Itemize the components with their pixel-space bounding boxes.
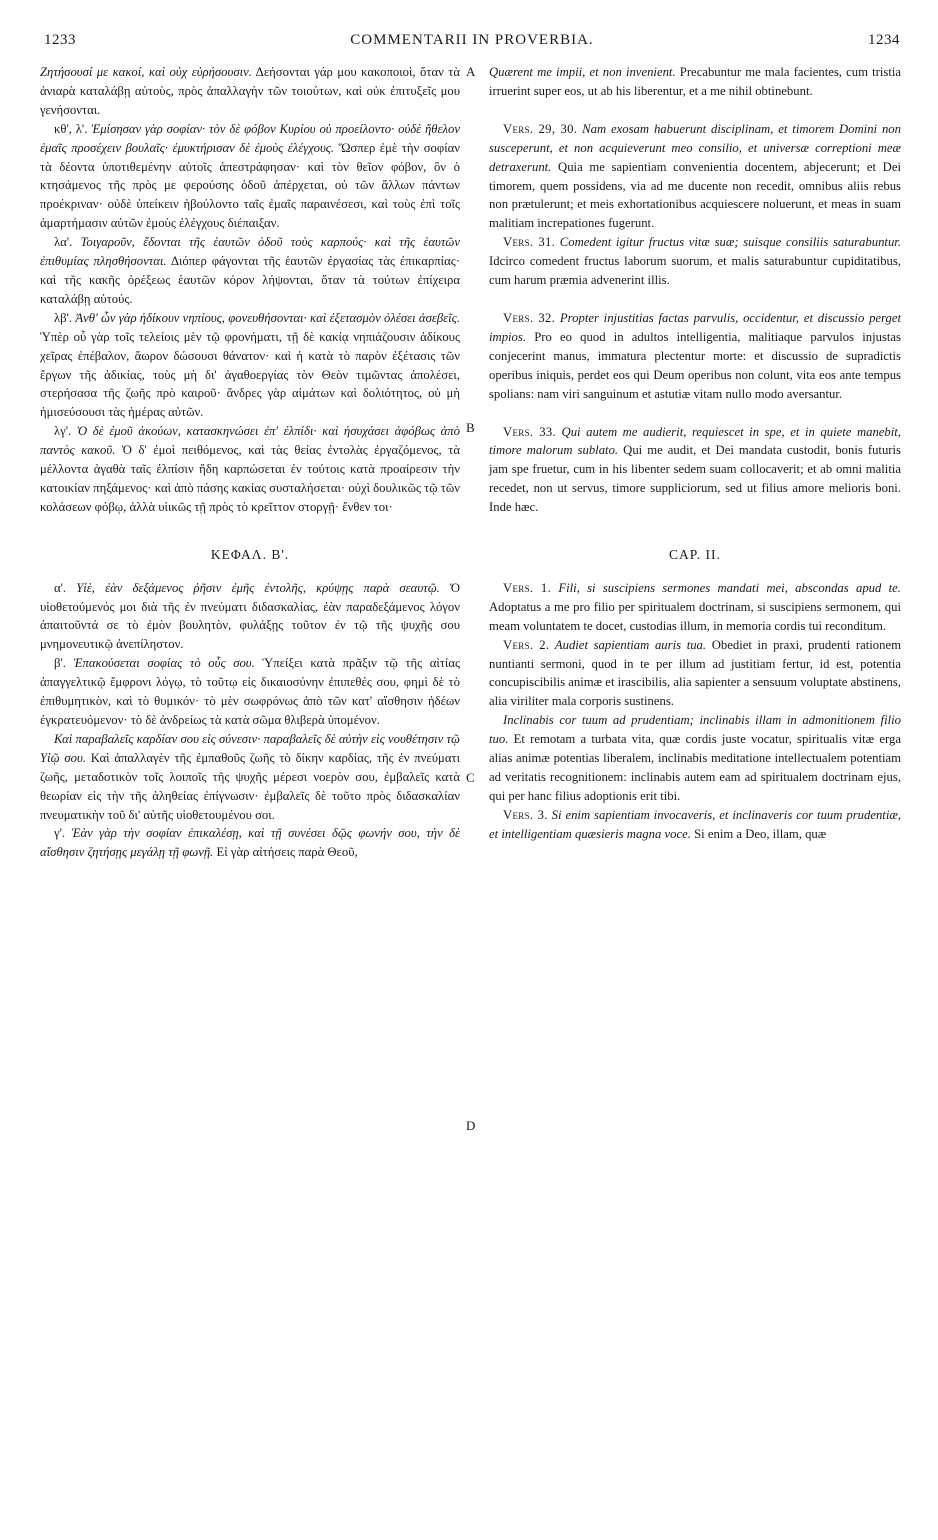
greek-lemma: Ἐμίσησαν γὰρ σοφίαν· τὸν δὲ φόβον Κυρίου οὐ προείλοντο· οὐδὲ ἤθελον ἐμαῖς προσέχειν βουλαῖς· ἐμυκτήρισαν δὲ ἐμοὺς ἐλέγχους.: [40, 121, 460, 155]
latin-commentary: Qui me audit, et Dei mandata custodit, bonis futuris jam spe fruetur, cum in his libenter sedem suam collocaverit; et ab omni malitia recedet, non ut servus, timore suppliciorum, sed ut filius amore melioris boni. Inde hæc.: [489, 443, 901, 515]
page-number-right: 1234: [868, 32, 900, 48]
greek-commentary: Ὁ δ' ἐμοὶ πειθόμενος, καὶ τὰς θείας ἐντολὰς ἐργαζόμενος, τὰ μέλλοντα ἀγαθὰ ταῖς ἐλπίσιν ἤδη καρπώσεται ἐν τούτοις κατὰ προαίρεσιν τὴν κατοικίαν πηξάμενος· καὶ ἀπὸ πάσης κακίας συσταλήσεται· οὐχὶ δουλικῶς τῷ τῶν κολάσεων φόβῳ, ἀλλὰ υἱικῶς τῇ πρὸς τὸ κρεῖττον στοργῇ· ἔνθεν τοι·: [40, 443, 460, 514]
greek-paragraph: [40, 579, 460, 655]
verse-number: β'.: [54, 656, 66, 671]
greek-paragraph: [40, 63, 460, 120]
greek-lemma: Τοιγαροῦν, ἔδονται τῆς ἑαυτῶν ὁδοῦ τοὺς καρπούς· καὶ τῆς ἑαυτῶν ἐπιθυμίας πλησθήσονται.: [40, 235, 460, 269]
greek-commentary: Ὑπὲρ οὗ γὰρ τοῖς τελείοις μὲν τῷ φρονήματι, τῇ δὲ κακίᾳ νηπιάζουσιν ἀδίκους χεῖρας ἐπέβαλον, ἄωρον δώσουσι θάνατον· καὶ ἡ κατὰ τὸ παρὸν ἐξέτασις τῶν ἔργων τῆς ἀδικίας, τοὺς μὴ δι' ἀγαθοεργίας τὸν Θεὸν τιμῶντας ἀπολέσει, στερήσασα τῆς ζωῆς πρὸ καιροῦ· ἄνδρες γὰρ αἱμάτων καὶ δολιότητος, οὐ μὴ ἡμισεύσουσι τὰς ἡμέρας αὐτῶν.: [40, 329, 460, 420]
latin-lemma: Nam exosam habuerunt disciplinam, et timorem Domini non susceperunt, et non acquieverunt meo consilio, et universæ correptioni meæ detraxerunt.: [489, 121, 901, 174]
latin-paragraph: [489, 309, 901, 404]
latin-lemma: Quærent me impii, et non invenient.: [489, 65, 676, 79]
greek-paragraph: [40, 730, 460, 825]
greek-commentary: Ὑπείξει κατὰ πρᾶξιν τῷ τῆς αἰτίας ἀπαγγελτικῷ ἔμφρονι λόγῳ, τὸ τοῦτῳ εἰς δικαιοσύνην ἐπιπεθές σου, φημὶ δὲ τὸ ἐπιθυμητικὸν, καὶ τὸ θυμικόν· τὸ μὲν σωφρόνως ἀπὸ τῶν κατ' αἴσθησιν ἡδέων ἐγκρατευόμενον· τὸ δὲ ἀνδρείως τὰ κατὰ σῶμα θλιβερὰ ὑπομένον.: [40, 656, 461, 727]
latin-commentary: Adoptatus a me pro filio per spiritualem doctrinam, si suscipiens sermonem, qui meam voluntatem te docet, custodias illum, in memoria cordis tui reconditum.: [489, 599, 901, 633]
greek-lemma: Ἐπακούσεται σοφίας τὸ οὖς σου.: [65, 656, 255, 671]
verse-number: κθ', λ'.: [54, 121, 88, 136]
greek-commentary: Ὥσπερ ἐμὲ τὴν σοφίαν τὰ δέοντα ὑποτιθεμένην αὐτοῖς ἀπεστράφησαν· καὶ τὸν θεῖον φόβον, ὃν ὁ κτησάμενος τῆς πρὸς με φερούσης ὁδοῦ ἀπέρχεται, οὐ τῶν ἄλλων πάντων προέκριναν· οὐδὲ ὑπείκειν ἠβούλοντο ταῖς ἐμαῖς παραινέσεσι, καὶ τοὺς ἐπὶ τοῖς ἁμαρτήμασιν αὐτῶν ἐμοὺς ἐλέγχους διέπαιξαν.: [40, 140, 460, 231]
greek-commentary: Δεήσονται γάρ μου κακοποιοὶ, ὅταν τὰ ἀνιαρὰ καταλάβῃ αὐτοὺς, πρὸς ἀπαλλαγὴν τῶν τοιούτων, καὶ οὐκ ἐπιτυξεῖς μου γενήσονται.: [40, 65, 460, 117]
verse-label: Vers. 1.: [503, 580, 552, 595]
margin-letter-d: D: [466, 1118, 476, 1133]
latin-paragraph: [489, 806, 901, 844]
page-number-left: 1233: [44, 32, 76, 48]
chapter-heading-latin: CAP. II.: [669, 547, 721, 563]
latin-lemma: Propter injustitias factas parvulis, occidentur, et discussio perget impios.: [489, 310, 902, 344]
chapter-heading-greek: ΚΕΦΑΛ. Β'.: [210, 546, 290, 562]
greek-lemma: Ἐὰν γὰρ τὴν σοφίαν ἐπικαλέσῃ, καὶ τῇ συνέσει δῷς φωνήν σου, τὴν δὲ αἴσθησιν ζητήσῃς μεγάλῃ τῇ φωνῇ.: [40, 826, 460, 860]
greek-paragraph: [40, 120, 460, 233]
verse-label: Vers. 33.: [503, 424, 556, 439]
latin-lemma: Fili, si suscipiens sermones mandati mei, abscondas apud te.: [551, 580, 901, 595]
verse-number: λα'.: [54, 235, 73, 250]
verse-number: γ'.: [54, 826, 66, 841]
latin-paragraph: [489, 63, 901, 101]
latin-commentary: Quia me sapientiam convenientia docentem, abjecerunt; et Dei timorem, quem possidens, via ad me ducente non recedit, omnibus aliis rebus non prætulerunt; et meis exhortationibus acquiescere noluerunt, et meas in suam malitiam increpationes fugerunt.: [489, 159, 901, 231]
margin-letter-b: B: [466, 420, 475, 435]
verse-label: Vers. 31.: [503, 235, 556, 250]
verse-number: α'.: [54, 580, 67, 595]
greek-lemma: Καὶ παραβαλεῖς καρδίαν σου εἰς σύνεσιν· παραβαλεῖς δὲ αὐτὴν εἰς νουθέτησιν τῷ Υἱῷ σου.: [40, 731, 460, 765]
greek-paragraph: [40, 309, 460, 422]
greek-lemma: Υἱὲ, ἐὰν δεξάμενος ῥῆσιν ἐμῆς ἐντολῆς, κρύψῃς παρὰ σεαυτῷ.: [66, 580, 440, 595]
latin-lemma: Inclinabis cor tuum ad prudentiam; inclinabis illam in admonitionem filio tuo.: [489, 713, 901, 747]
greek-commentary: Εἰ γὰρ αἰτήσεις παρὰ Θεοῦ,: [213, 845, 358, 860]
margin-letter-c: C: [466, 770, 475, 785]
verse-label: Vers. 29, 30.: [503, 121, 578, 136]
latin-lemma: Qui autem me audierit, requiescet in spe, et in quiete manebit, timore malorum sublato.: [489, 424, 901, 458]
greek-lemma: Ἀνθ' ὧν γὰρ ἠδίκουν νηπίους, φονευθήσονται· καὶ ἐξετασμὸν ὀλέσει ἀσεβεῖς.: [72, 310, 460, 325]
latin-commentary: Pro eo quod in adultos intelligentia, malitiaque parvulos injustas conjecerint manus, immatura plectentur morte: et discussio de supradictis operibus iniquis, perdet eos qui Deum operibus non colunt, vita eos ante tempus spolians: nam viri sanguinum et astutiæ vitam nullo modo aversantur.: [489, 329, 901, 401]
latin-commentary: Si enim a Deo, illam, quæ: [690, 826, 827, 841]
latin-commentary: Obediet in praxi, prudenti rationem nuntianti sermoni, quod in te per illum ad justitiam fertur, id est, potentia concupiscibilis animæ et irascibilis, alia sapienter a sensuum voluptate abstinens, alia viriliter mala corporis sustinens.: [489, 637, 901, 709]
page-header: [44, 32, 900, 54]
verse-number: λγ'.: [54, 424, 72, 439]
latin-paragraph: [489, 233, 901, 290]
latin-paragraph: [489, 636, 901, 712]
margin-letter-a: A: [466, 64, 476, 79]
latin-paragraph: [489, 711, 901, 806]
greek-paragraph: [40, 824, 460, 862]
greek-commentary: Καὶ ἀπαλλαγὲν τῆς ἐμπαθοῦς ζωῆς τὸ δίκην καρδίας, τῆς ἐν πνεύματι ζωῆς, μεταδοτικὸν τοῖς λοιποῖς τῆς ψυχῆς μέρεσι νοερὸν σου, ἐμβαλεῖς κατὰ θεωρίαν εἰς τὴν τῆς ἀληθείας ἐπίγνωσιν· ἐμβαλεῖς δὲ τοῦτο πρὸς διδασκαλίαν πνευματικὴν τοῦ δι' αὐτῆς υἱοθετουμένου σοι.: [40, 750, 460, 822]
latin-lemma: Si enim sapientiam invocaveris, et inclinaveris cor tuum prudentiæ, et intelligentiam quæsieris magna voce.: [489, 807, 901, 841]
latin-commentary: Et remotam a turbata vita, quæ cordis juste vocatur, spiritualis vitæ erga alias animæ potentias liberalem, inclinabis meditatione intellectualem potentiam ad veritatis recognitionem: inclinabis autem eam ad spiritualem doctrinam ejus, qui per hanc filius adoptionis erit tibi.: [489, 732, 901, 803]
greek-commentary: Διόπερ φάγονται τῆς ἑαυτῶν ἐργασίας τὰς ἐπικαρπίας· καὶ τῆς κακῆς ὀρέξεως ἑαυτῶν κόρον λήψονται, ὅταν τὰ τούτων ἐπίχειρα καταλάβῃ αὐτούς.: [40, 254, 460, 306]
latin-commentary: Precabuntur me mala facientes, cum tristia irruerint super eos, ut ab his liberentur, et a me nihil obtinebunt.: [489, 65, 902, 98]
latin-lemma: Audiet sapientiam auris tua.: [549, 637, 707, 652]
verse-label: Vers. 3.: [503, 807, 548, 822]
latin-column: [489, 63, 901, 844]
greek-lemma: Ζητήσουσί με κακοί, καὶ οὐχ εὑρήσουσιν.: [40, 65, 252, 79]
latin-commentary: Idcirco comedent fructus laborum suorum, et malis saturabuntur cupiditatibus, cum harum præmia advenerint illis.: [489, 254, 901, 288]
latin-paragraph: [489, 579, 901, 636]
latin-paragraph: [489, 120, 901, 233]
verse-label: Vers. 32.: [503, 310, 556, 325]
greek-column: [40, 63, 460, 862]
verse-number: λβ'.: [54, 310, 73, 325]
greek-paragraph: [40, 422, 460, 517]
greek-commentary: Ὁ υἱοθετούμενός μοι διὰ τῆς ἐν πνεύματι διδασκαλίας, ἐὰν παραδεξάμενος λόγον ἀπαιτοῦντά σε τὸ ἐμὸν βουλητὸν, φυλάξῃς τοῦτον ἐν τῷ τῆς ψυχῆς σου μνημονευτικῷ ἀνεπίληστον.: [40, 580, 460, 652]
greek-lemma: Ὁ δὲ ἐμοῦ ἀκούων, κατασκηνώσει ἐπ' ἐλπίδι· καὶ ἡσυχάσει ἀφόβως ἀπὸ παντὸς κακοῦ.: [40, 424, 460, 458]
latin-lemma: Comedent igitur fructus vitæ suæ; suisque consiliis saturabuntur.: [555, 235, 901, 250]
running-title: COMMENTARII IN PROVERBIA.: [350, 32, 594, 48]
greek-paragraph: [40, 654, 460, 730]
latin-paragraph: [489, 423, 901, 518]
verse-label: Vers. 2.: [503, 637, 550, 652]
greek-paragraph: [40, 233, 460, 309]
